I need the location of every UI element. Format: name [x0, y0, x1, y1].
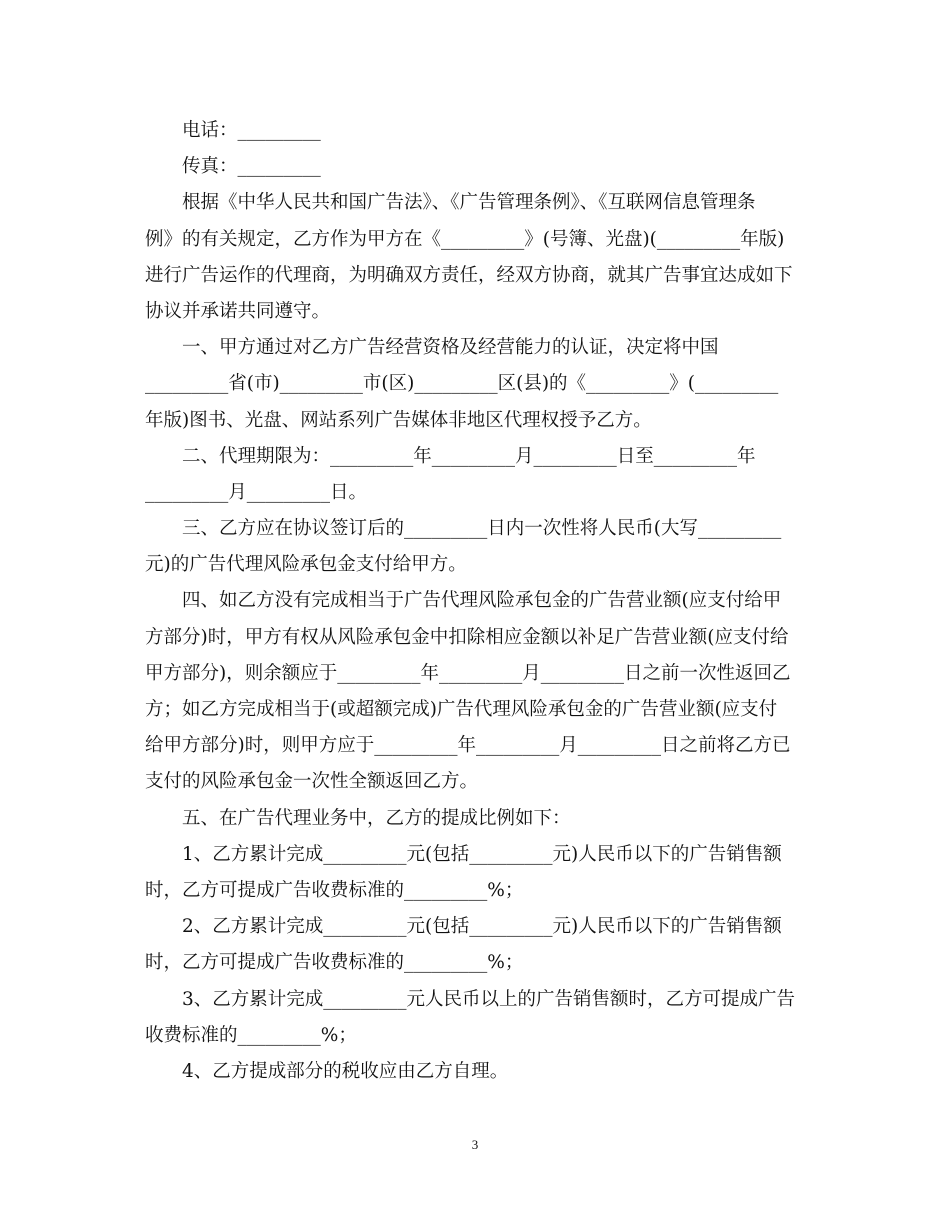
- document-line: 电话：_________: [182, 120, 321, 141]
- document-line: 年版)图书、光盘、网站系列广告媒体非地区代理权授予乙方。: [145, 409, 652, 431]
- document-line: 3、乙方累计完成_________元人民币以上的广告销售额时，乙方可提成广告: [182, 988, 796, 1010]
- document-line: 一、甲方通过对乙方广告经营资格及经营能力的认证，决定将中国: [182, 337, 719, 359]
- document-line: 4、乙方提成部分的税收应由乙方自理。: [182, 1060, 509, 1082]
- document-line: 协议并承诺共同遵守。: [145, 300, 331, 322]
- document-line: 三、乙方应在协议签订后的_________日内一次性将人民币(大写_________: [182, 518, 782, 540]
- document-line: 二、代理期限为：_________年_________月_________日至_________年: [182, 445, 756, 467]
- document-line: 四、如乙方没有完成相当于广告代理风险承包金的广告营业额(应支付给甲: [182, 590, 782, 612]
- document-line: 收费标准的_________%；: [145, 1024, 357, 1046]
- document-line: 进行广告运作的代理商，为明确双方责任，经双方协商，就其广告事宜达成如下: [145, 264, 793, 286]
- document-line: _________月_________日。: [145, 481, 368, 503]
- document-line: 五、在广告代理业务中，乙方的提成比例如下：: [182, 807, 571, 829]
- document-line: 例》的有关规定，乙方作为甲方在《_________》(号簿、光盘)(_________年版): [145, 228, 785, 250]
- document-line: 甲方部分)，则余额应于_________年_________月_________日之前一次性返回乙: [145, 662, 791, 684]
- document-line: 方部分)时，甲方有权从风险承包金中扣除相应金额以补足广告营业额(应支付给: [145, 626, 789, 648]
- document-line: 方；如乙方完成相当于(或超额完成)广告代理风险承包金的广告营业额(应支付: [145, 699, 778, 720]
- document-line: 元)的广告代理风险承包金支付给甲方。: [145, 554, 467, 576]
- document-line: 2、乙方累计完成_________元(包括_________元)人民币以下的广告销售额: [182, 916, 782, 938]
- document-line: 时，乙方可提成广告收费标准的_________%；: [145, 952, 524, 974]
- page-number: 3: [471, 1137, 479, 1152]
- document-line: 给甲方部分)时，则甲方应于_________年_________月_________日之前将乙方已: [145, 735, 791, 757]
- document-line: _________省(市)_________市(区)_________区(县)的《_________》(_________: [145, 373, 779, 395]
- document-page: [145, 113, 801, 1090]
- document-line: 1、乙方累计完成_________元(包括_________元)人民币以下的广告销售额: [182, 843, 782, 865]
- document-line: 支付的风险承包金一次性全额返回乙方。: [145, 771, 479, 793]
- document-line: 根据《中华人民共和国广告法》、《广告管理条例》、《互联网信息管理条: [182, 192, 756, 214]
- document-line: 时，乙方可提成广告收费标准的_________%；: [145, 879, 524, 901]
- document-line: 传真：_________: [182, 156, 321, 178]
